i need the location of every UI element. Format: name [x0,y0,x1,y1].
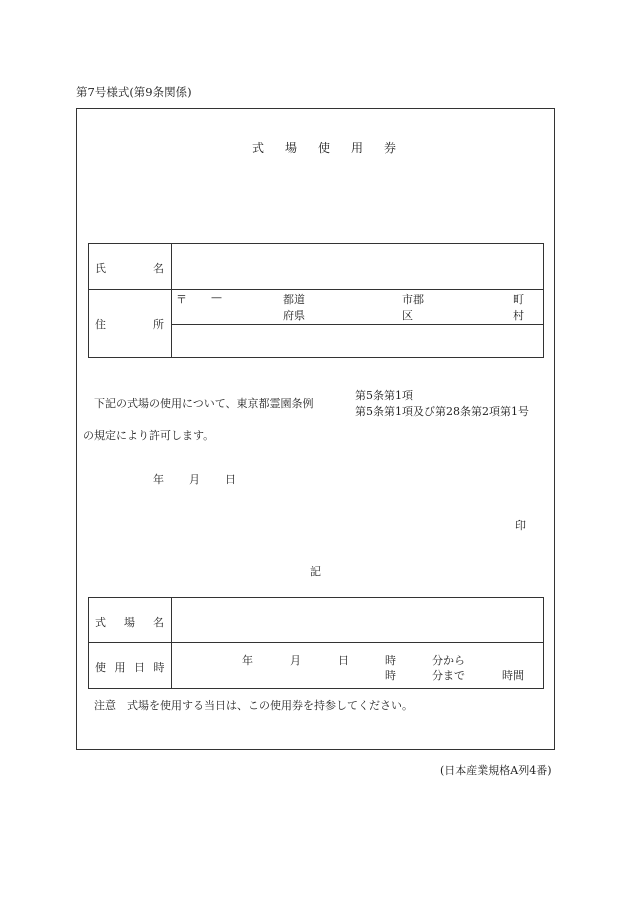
form-number: 第7号様式(第9条関係) [76,85,192,99]
usage-day: 日 [338,654,349,667]
title-char: 用 [351,141,364,155]
postal-mark: 〒 [176,293,187,306]
venue-label-char: 場 [124,616,135,629]
city-top: 市郡 [402,293,424,306]
usage-min-from: 分から [432,654,465,667]
usage-duration: 時間 [502,669,524,682]
body-line-1: 下記の式場の使用について、東京都霊園条例 [94,397,314,410]
date-label-char: 時 [153,661,165,674]
note-text: 注意 式場を使用する当日は、この使用券を持参してください。 [94,699,413,712]
address-label-1: 住 [95,318,106,331]
usage-table-row-line [88,642,544,643]
applicant-table-row-line [88,289,544,290]
title-char: 使 [318,141,331,155]
address-inner-line [171,324,544,325]
date-label-char: 日 [134,661,145,674]
usage-min-to: 分まで [432,669,465,682]
body-line-2: の規定により許可します。 [83,429,215,442]
date-label-char: 用 [114,661,126,674]
applicant-table-divider [171,243,172,358]
venue-label [95,614,164,630]
name-label-1: 氏 [95,262,106,275]
date-label [95,659,165,675]
name-label-2: 名 [153,262,164,275]
title-char: 式 [252,141,265,155]
clause-b: 第5条第1項及び第28条第2項第1号 [355,405,529,418]
usage-hour-from: 時 [385,654,396,667]
address-label-2: 所 [153,318,164,331]
town-top: 町 [513,293,524,306]
date-label-char: 使 [95,661,106,674]
postal-dash: — [211,291,222,304]
title-char: 券 [384,141,397,155]
venue-label-char: 名 [153,616,164,629]
venue-label-char: 式 [95,616,106,629]
paper-size: (日本産業規格A列4番) [440,764,552,777]
usage-table-divider [171,597,172,689]
form-title [252,139,417,156]
prefecture-bottom: 府県 [283,309,305,322]
usage-table [88,597,544,689]
usage-hour-to: 時 [385,669,396,682]
usage-year: 年 [242,654,253,667]
seal-mark: 印 [515,519,526,532]
prefecture-top: 都道 [283,293,305,306]
date-year: 年 [153,473,164,486]
city-bottom: 区 [402,309,413,322]
usage-month: 月 [290,654,301,667]
town-bottom: 村 [513,309,524,322]
clause-a: 第5条第1項 [355,389,413,402]
title-char: 場 [285,141,298,155]
date-day: 日 [225,473,236,486]
date-month: 月 [189,473,200,486]
ki-heading: 記 [310,565,321,578]
